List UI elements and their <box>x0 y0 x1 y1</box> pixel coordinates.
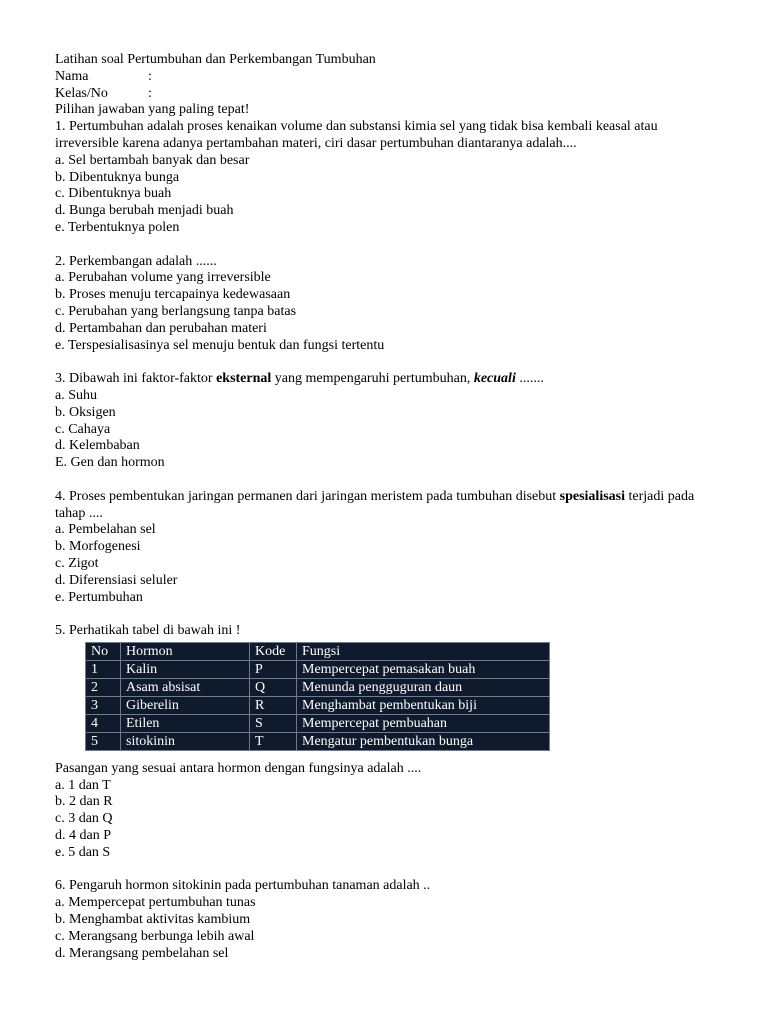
table-cell-no: 5 <box>86 732 121 750</box>
question-3-option-a: a. Suhu <box>55 387 97 403</box>
question-1-option-d: d. Bunga berubah menjadi buah <box>55 203 234 219</box>
name-separator: : <box>148 68 152 84</box>
table-cell-fungsi: Mempercepat pembuahan <box>297 714 550 732</box>
question-4-text-post: terjadi pada tahap .... <box>55 488 695 521</box>
table-cell-kode: S <box>250 714 297 732</box>
question-4 <box>55 489 715 607</box>
worksheet-page <box>55 52 715 962</box>
table-header-hormon: Hormon <box>121 642 250 660</box>
question-1 <box>55 119 715 237</box>
name-label: Nama <box>55 68 89 84</box>
table-cell-no: 1 <box>86 660 121 678</box>
table-cell-kode: T <box>250 732 297 750</box>
question-5-option-c: c. 3 dan Q <box>55 811 113 827</box>
question-3-text-bold: eksternal <box>216 371 272 387</box>
question-4-text-bold: spesialisasi <box>559 488 625 504</box>
question-5 <box>55 623 715 862</box>
question-4-option-d: d. Diferensiasi seluler <box>55 572 178 588</box>
question-3-text-pre: 3. Dibawah ini faktor-faktor <box>55 371 217 387</box>
table-cell-fungsi: Mengatur pembentukan bunga <box>297 732 550 750</box>
question-4-text <box>55 489 705 523</box>
question-6-text: 6. Pengaruh hormon sitokinin pada pertumbuhan tanaman adalah .. <box>55 878 431 894</box>
question-3-option-e: E. Gen dan hormon <box>55 455 165 471</box>
table-row <box>86 696 550 714</box>
question-6 <box>55 878 715 962</box>
table-row <box>86 714 550 732</box>
table-cell-fungsi: Mempercepat pemasakan buah <box>297 660 550 678</box>
name-field <box>55 69 715 86</box>
question-3-text-post: ....... <box>515 371 544 387</box>
question-6-option-a: a. Mempercepat pertumbuhan tunas <box>55 895 256 911</box>
table-cell-kode: P <box>250 660 297 678</box>
question-6-option-c: c. Merangsang berbunga lebih awal <box>55 928 255 944</box>
question-4-option-e: e. Pertumbuhan <box>55 589 143 605</box>
table-header-no: No <box>86 642 121 660</box>
hormone-table <box>85 642 550 751</box>
question-1-option-c: c. Dibentuknya buah <box>55 186 172 202</box>
question-4-text-pre: 4. Proses pembentukan jaringan permanen dari jaringan meristem pada tumbuhan disebut <box>55 488 560 504</box>
table-cell-no: 4 <box>86 714 121 732</box>
table-header-kode: Kode <box>250 642 297 660</box>
question-5-option-d: d. 4 dan P <box>55 828 111 844</box>
question-2-text: 2. Perkembangan adalah ...... <box>55 253 217 269</box>
question-3-text-bolditalic: kecuali <box>473 371 516 387</box>
worksheet-title: Latihan soal Pertumbuhan dan Perkembangan Tumbuhan <box>55 52 376 67</box>
table-row <box>86 678 550 696</box>
question-2-option-e: e. Terspesialisasinya sel menuju bentuk dan fungsi tertentu <box>55 337 385 353</box>
table-cell-fungsi: Menghambat pembentukan biji <box>297 696 550 714</box>
question-5-prompt: Pasangan yang sesuai antara hormon dengan fungsinya adalah .... <box>55 760 422 776</box>
table-row <box>86 660 550 678</box>
question-2-option-a: a. Perubahan volume yang irreversible <box>55 270 271 286</box>
table-header-row <box>86 642 550 660</box>
question-3-text <box>55 371 715 388</box>
question-1-option-a: a. Sel bertambah banyak dan besar <box>55 152 250 168</box>
question-3-option-d: d. Kelembaban <box>55 438 140 454</box>
table-cell-hormon: Giberelin <box>121 696 250 714</box>
question-2-option-c: c. Perubahan yang berlangsung tanpa batas <box>55 303 297 319</box>
question-6-option-d: d. Merangsang pembelahan sel <box>55 945 229 961</box>
table-cell-kode: R <box>250 696 297 714</box>
question-5-option-a: a. 1 dan T <box>55 777 111 793</box>
table-cell-fungsi: Menunda pengguguran daun <box>297 678 550 696</box>
table-cell-no: 2 <box>86 678 121 696</box>
table-cell-no: 3 <box>86 696 121 714</box>
question-5-text: 5. Perhatikah tabel di bawah ini ! <box>55 623 241 639</box>
class-number-field <box>55 86 715 103</box>
table-row <box>86 732 550 750</box>
table-header-fungsi: Fungsi <box>297 642 550 660</box>
question-1-option-e: e. Terbentuknya polen <box>55 219 180 235</box>
question-6-option-b: b. Menghambat aktivitas kambium <box>55 912 251 928</box>
table-cell-hormon: Asam absisat <box>121 678 250 696</box>
question-3-option-c: c. Cahaya <box>55 421 111 437</box>
question-4-option-a: a. Pembelahan sel <box>55 522 156 538</box>
question-2-option-d: d. Pertambahan dan perubahan materi <box>55 320 267 336</box>
question-4-option-b: b. Morfogenesi <box>55 539 141 555</box>
question-3 <box>55 371 715 472</box>
question-2-option-b: b. Proses menuju tercapainya kedewasaan <box>55 287 291 303</box>
question-4-option-c: c. Zigot <box>55 555 99 571</box>
table-cell-hormon: Kalin <box>121 660 250 678</box>
table-cell-hormon: sitokinin <box>121 732 250 750</box>
question-5-option-e: e. 5 dan S <box>55 844 111 860</box>
table-cell-kode: Q <box>250 678 297 696</box>
question-1-text: 1. Pertumbuhan adalah proses kenaikan volume dan substansi kimia sel yang tidak bisa kembali keasal atau irreversible karena adanya pertambahan materi, ciri dasar pertumbuhan diantaranya adalah.... <box>55 119 658 151</box>
table-cell-hormon: Etilen <box>121 714 250 732</box>
class-number-separator: : <box>148 85 152 101</box>
question-1-option-b: b. Dibentuknya bunga <box>55 169 180 185</box>
question-3-option-b: b. Oksigen <box>55 404 116 420</box>
question-3-text-mid: yang mempengaruhi pertumbuhan, <box>271 371 474 387</box>
question-5-option-b: b. 2 dan R <box>55 794 113 810</box>
instruction: Pilihan jawaban yang paling tepat! <box>55 102 250 118</box>
class-number-label: Kelas/No <box>55 85 108 101</box>
question-2 <box>55 254 715 355</box>
